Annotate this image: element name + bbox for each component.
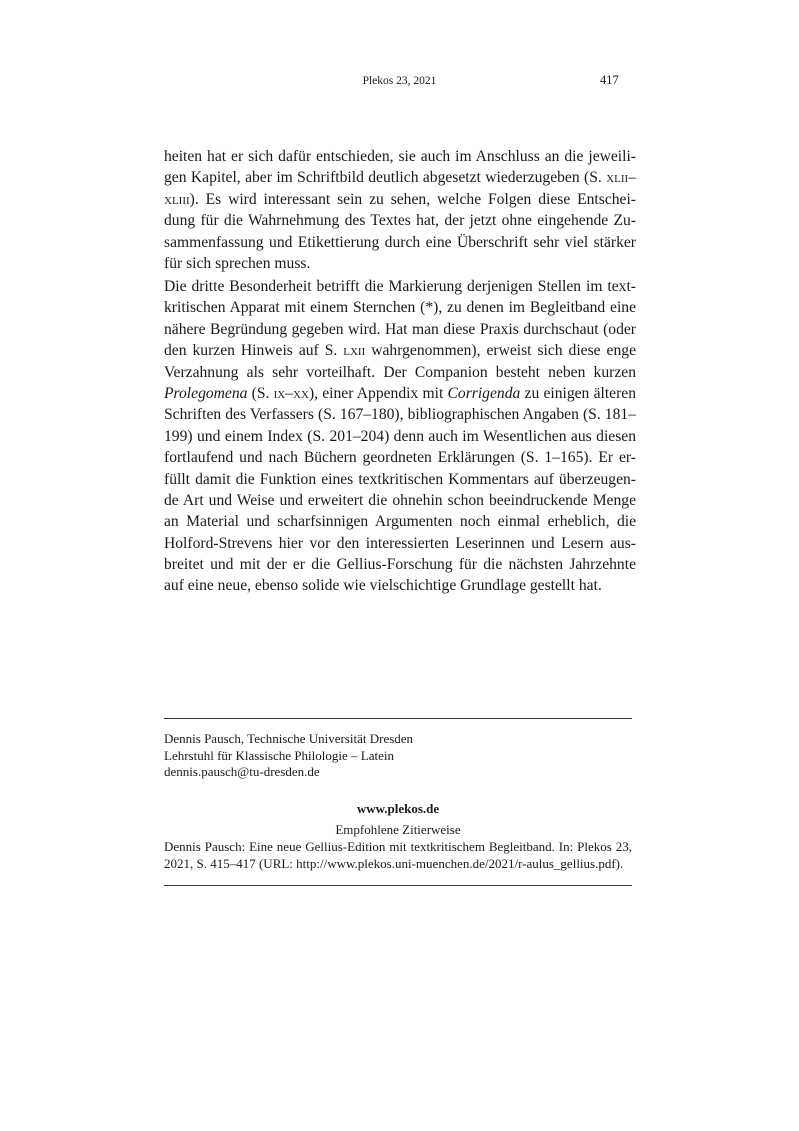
text-segment: Schriften des Verfassers (S. 167–180), bibliographischen Angaben (S. 181– [164,406,636,424]
author-info [164,731,632,781]
small-caps-text: lxii [343,342,366,360]
citation-line-1: Dennis Pausch: Eine neue Gellius-Edition mit textkritischem Begleitband. In: Plekos 23, [164,839,632,854]
text-segment: gen Kapitel, aber im Schriftbild deutlich abgesetzt wiederzugeben (S. [164,169,607,187]
text-segment: Die dritte Besonderheit betrifft die Markierung derjenigen Stellen im text- [164,278,636,295]
text-line [164,490,636,511]
author-email: dennis.pausch@tu-dresden.de [164,764,320,780]
text-line [164,253,636,274]
text-line [164,189,636,210]
text-segment: 199) und einem Index (S. 201–204) denn auch im Wesentlichen aus diesen [164,427,636,445]
footer-bottom-rule [164,885,632,886]
text-segment: Verzahnung als sehr vorteilhaft. Der Companion besteht neben kurzen [164,363,636,381]
text-line [164,511,636,532]
small-caps-text: ix–xx [273,384,309,402]
text-line [164,167,636,188]
text-segment: heiten hat er sich dafür entschieden, sie auch im Anschluss an die jeweili- [164,148,636,165]
italic-text: Prolegomena [164,384,248,402]
text-line [164,340,636,361]
text-segment: ), einer Appendix mit [308,384,448,402]
paragraph-2 [164,276,636,597]
text-segment: an Material und scharfsinnigen Argumenten noch einmal erheblich, die [164,513,636,531]
text-segment: den kurzen Hinweis auf S. [164,342,344,360]
footer-top-rule [164,718,632,719]
citation [164,839,632,872]
text-segment: ). Es wird interessant sein zu sehen, welche Folgen diese Entschei- [189,190,636,208]
text-line [164,210,636,231]
text-segment: kritischen Apparat mit einem Sternchen (*), zu denen im Begleitband eine [164,299,636,317]
page-number: 417 [600,73,619,87]
text-line [164,319,636,340]
text-segment: – [628,169,636,187]
text-line [164,297,636,318]
small-caps-text: xliii [164,190,190,208]
text-segment: für sich sprechen muss. [164,254,311,272]
text-segment: fortlaufend und nach Büchern geordneten Erklärungen (S. 1–165). Er er- [164,449,636,467]
text-line [164,276,636,297]
author-chair: Lehrstuhl für Klassische Philologie – Latein [164,747,394,763]
text-line [164,146,636,167]
text-segment: nähere Begründung gegeben wird. Hat man diese Praxis durchschaut (oder [164,320,636,338]
text-segment: zu einigen älteren [520,384,636,402]
running-title: Plekos 23, 2021 [362,75,437,87]
italic-text: Corrigenda [447,384,521,402]
text-line [164,575,636,596]
citation-heading: Empfohlene Zitierweise [335,822,461,837]
text-line [164,469,636,490]
text-line [164,554,636,575]
citation-line-2: 2021, S. 415–417 (URL: http://www.plekos.uni-muenchen.de/2021/r-aulus_gellius.pdf). [164,855,624,871]
text-line [164,383,636,404]
text-segment: breitet und mit der er die Gellius-Forschung für die nächsten Jahrzehnte [164,556,636,574]
text-line [164,232,636,253]
text-segment: sammenfassung und Etikettierung durch eine Überschrift sehr viel stärker [164,233,636,251]
small-caps-text: xlii [606,169,629,187]
text-segment: wahrgenommen), erweist sich diese enge [365,342,636,360]
text-segment: de Art und Weise und erweitert die ohnehin schon beeindruckende Menge [164,491,636,509]
paragraph-1 [164,146,636,274]
text-line [164,362,636,383]
text-segment: (S. [247,384,274,402]
website-link[interactable]: www.plekos.de [356,801,440,816]
text-segment: füllt damit die Funktion eines textkritischen Kommentars auf überzeugen- [164,470,636,488]
text-line [164,426,636,447]
author-name-affiliation: Dennis Pausch, Technische Universität Dresden [164,731,414,746]
text-segment: dung für die Wahrnehmung des Textes hat, der jetzt ohne eingehende Zu- [164,212,636,230]
text-segment: Holford-Strevens hier vor den interessierten Leserinnen und Lesern aus- [164,534,636,552]
text-line [164,404,636,425]
text-line [164,533,636,554]
text-segment: auf eine neue, ebenso solide wie vielschichtige Grundlage gestellt hat. [164,577,602,595]
text-line [164,447,636,468]
